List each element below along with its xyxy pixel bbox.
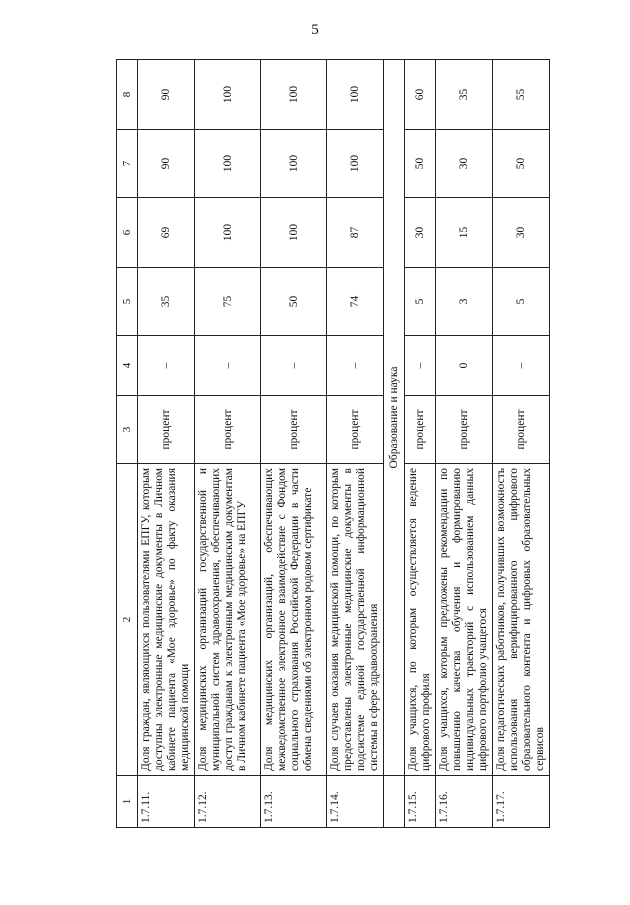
row-value-col8: 100 xyxy=(261,60,327,130)
rotated-table-container xyxy=(116,60,546,828)
row-code: 1.7.11. xyxy=(138,776,195,828)
row-value-col6: 87 xyxy=(327,198,384,268)
header-col-7: 7 xyxy=(117,130,138,198)
row-code: 1.7.14. xyxy=(327,776,384,828)
table-row xyxy=(195,60,261,828)
row-value-col8: 55 xyxy=(493,60,550,130)
row-value-col5: 5 xyxy=(493,268,550,336)
row-value-col6: 69 xyxy=(138,198,195,268)
row-unit: процент xyxy=(405,396,436,464)
section-spacer xyxy=(384,776,405,828)
row-value-col8: 60 xyxy=(405,60,436,130)
section-title: Образование и наука xyxy=(384,60,405,776)
page-number: 5 xyxy=(311,22,319,38)
row-value-col8: 100 xyxy=(327,60,384,130)
row-description: Доля учащихся, по которым осуществляется ведение цифрового профиля xyxy=(405,464,436,776)
row-description: Доля граждан, являющихся пользователями ЕПГУ, которым доступны электронные медицинские документы в Личном кабинете пациента «Мое здоровье» по факту оказания медицинской помощи xyxy=(138,464,195,776)
row-value-col6: 100 xyxy=(261,198,327,268)
row-value-col8: 35 xyxy=(436,60,493,130)
row-value-col5: 3 xyxy=(436,268,493,336)
row-value-col5: 74 xyxy=(327,268,384,336)
row-unit: процент xyxy=(138,396,195,464)
row-unit: процент xyxy=(195,396,261,464)
table-row xyxy=(261,60,327,828)
header-col-4: 4 xyxy=(117,336,138,396)
row-value-col6: 15 xyxy=(436,198,493,268)
row-value-col4: – xyxy=(261,336,327,396)
row-value-col7: 100 xyxy=(195,130,261,198)
row-value-col7: 50 xyxy=(405,130,436,198)
row-unit: процент xyxy=(327,396,384,464)
row-code: 1.7.15. xyxy=(405,776,436,828)
header-col-8: 8 xyxy=(117,60,138,130)
row-code: 1.7.16. xyxy=(436,776,493,828)
header-col-5: 5 xyxy=(117,268,138,336)
row-description: Доля случаев оказания медицинской помощи, по которым предоставлены электронные медицинские документы в подсистеме единой государственной информационной системы в сфере здравоохранения xyxy=(327,464,384,776)
indicators-table xyxy=(116,59,550,828)
row-code: 1.7.12. xyxy=(195,776,261,828)
row-value-col4: – xyxy=(138,336,195,396)
row-value-col5: 35 xyxy=(138,268,195,336)
row-code: 1.7.17. xyxy=(493,776,550,828)
row-value-col8: 90 xyxy=(138,60,195,130)
header-col-2: 2 xyxy=(117,464,138,776)
row-value-col7: 50 xyxy=(493,130,550,198)
row-description: Доля педагогических работников, получивших возможность использования верифицированного цифрового образовательного контента и цифровых образовательных сервисов xyxy=(493,464,550,776)
table-row xyxy=(327,60,384,828)
row-description: Доля медицинских организаций, обеспечивающих межведомственное электронное взаимодействие с Фондом социального страхования Российской Федерации в части обмена сведениями об электронном родовом сертификате xyxy=(261,464,327,776)
row-value-col7: 100 xyxy=(327,130,384,198)
row-value-col5: 5 xyxy=(405,268,436,336)
row-value-col5: 75 xyxy=(195,268,261,336)
row-description: Доля медицинских организаций государственной и муниципальной систем здравоохранения, обеспечивающих доступ гражданам к электронным медицинским документам в Личном кабинете пациента «Мое здоровье» на ЕПГУ xyxy=(195,464,261,776)
header-col-6: 6 xyxy=(117,198,138,268)
row-value-col7: 90 xyxy=(138,130,195,198)
table-row xyxy=(493,60,550,828)
row-description: Доля учащихся, которым предложены рекомендации по повышению качества обучения и формированию индивидуальных траекторий с использованием данных цифрового портфолио учащегося xyxy=(436,464,493,776)
row-value-col4: – xyxy=(405,336,436,396)
row-unit: процент xyxy=(261,396,327,464)
row-value-col4: 0 xyxy=(436,336,493,396)
row-value-col6: 30 xyxy=(405,198,436,268)
row-value-col8: 100 xyxy=(195,60,261,130)
header-col-3: 3 xyxy=(117,396,138,464)
row-unit: процент xyxy=(493,396,550,464)
section-row xyxy=(384,60,405,828)
header-col-1: 1 xyxy=(117,776,138,828)
row-unit: процент xyxy=(436,396,493,464)
row-value-col5: 50 xyxy=(261,268,327,336)
table-row xyxy=(405,60,436,828)
row-value-col7: 30 xyxy=(436,130,493,198)
row-value-col7: 100 xyxy=(261,130,327,198)
table-row xyxy=(436,60,493,828)
row-value-col6: 30 xyxy=(493,198,550,268)
row-value-col4: – xyxy=(327,336,384,396)
row-code: 1.7.13. xyxy=(261,776,327,828)
row-value-col4: – xyxy=(195,336,261,396)
row-value-col6: 100 xyxy=(195,198,261,268)
table-row xyxy=(138,60,195,828)
row-value-col4: – xyxy=(493,336,550,396)
header-row xyxy=(117,60,138,828)
